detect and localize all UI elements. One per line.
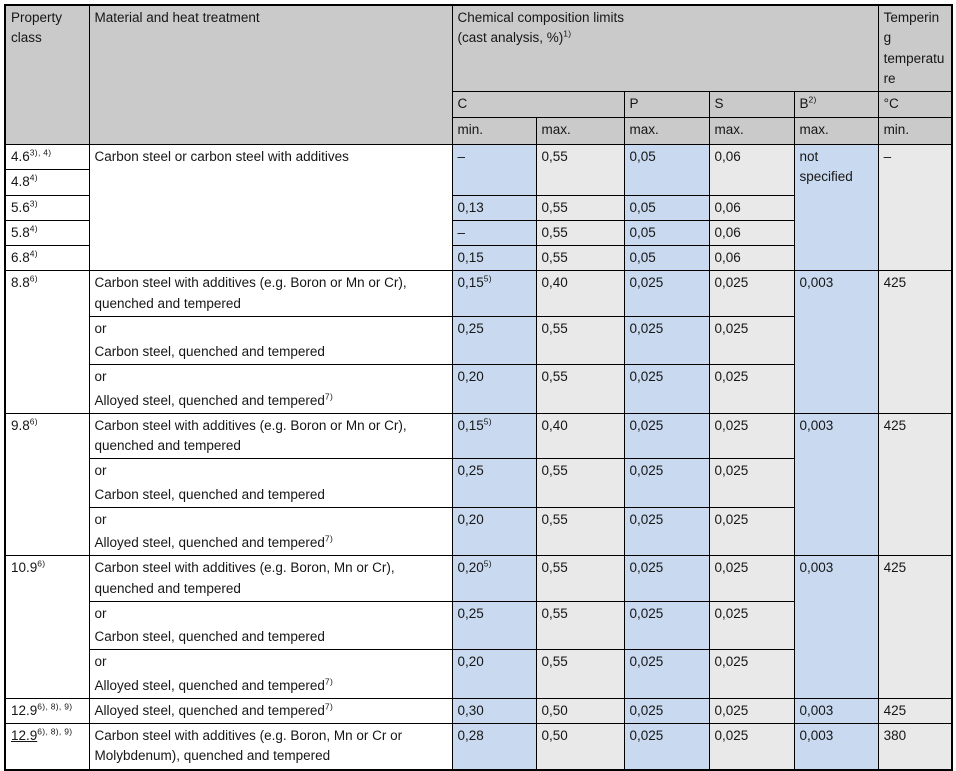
header-property-class: Property class <box>5 5 89 145</box>
b-value: 0,003 <box>799 275 834 291</box>
cell-p <box>624 724 709 770</box>
cell-cmax <box>536 724 624 770</box>
prop-value: 5.6 <box>11 199 30 215</box>
cmin-value: – <box>457 224 466 240</box>
material-value: Alloyed steel, quenched and tempered <box>94 677 325 693</box>
cell-cmax <box>536 413 624 459</box>
cell-s <box>709 507 794 556</box>
p-value: 0,025 <box>629 275 664 291</box>
cmax-value: 0,55 <box>541 511 568 527</box>
s-value: 0,025 <box>714 320 749 336</box>
b-value: 0,003 <box>799 702 834 718</box>
cell-temp <box>878 556 952 699</box>
p-value: 0,025 <box>629 728 664 743</box>
b-value: 0,003 <box>799 417 834 433</box>
cell-cmax <box>536 246 624 271</box>
header-element-s: S <box>709 92 794 118</box>
header-element-b <box>794 92 878 118</box>
s-value: 0,025 <box>714 417 749 433</box>
s-value: 0,025 <box>714 463 749 479</box>
table-row <box>5 145 952 170</box>
cell-s <box>709 698 794 723</box>
cell-cmax <box>536 271 624 317</box>
p-value: 0,05 <box>629 149 656 164</box>
cell-prop <box>5 145 89 170</box>
cmin-value: 0,25 <box>457 605 484 621</box>
cmax-value: 0,50 <box>541 702 568 718</box>
chemical-composition-table <box>4 4 953 771</box>
cell-p <box>624 220 709 245</box>
cell-s <box>709 459 794 508</box>
p-value: 0,025 <box>629 560 664 576</box>
cell-prop <box>5 170 89 195</box>
cell-s <box>709 271 794 317</box>
cmin-value: 0,30 <box>457 702 484 718</box>
cmin-value: 0,20 <box>457 560 484 576</box>
header-c-max: max. <box>536 118 624 145</box>
material-value: Carbon steel with additives (e.g. Boron or Mn or Cr), quenched and tempered <box>94 275 407 311</box>
cell-cmax <box>536 507 624 556</box>
temp-value: – <box>883 149 892 164</box>
cmin-value: 0,25 <box>457 320 484 336</box>
footnote-ref: 6) <box>37 558 46 569</box>
s-value: 0,06 <box>714 224 741 240</box>
cell-cmax <box>536 556 624 602</box>
cell-prop <box>5 220 89 245</box>
s-value: 0,06 <box>714 250 741 265</box>
p-value: 0,025 <box>629 605 664 621</box>
cell-material <box>89 316 452 365</box>
table-body <box>5 145 952 770</box>
material-value: Carbon steel, quenched and tempered <box>94 344 325 359</box>
cell-temp <box>878 271 952 414</box>
cell-s <box>709 650 794 699</box>
material-or-line: or <box>94 320 107 336</box>
cell-cmax <box>536 601 624 650</box>
cell-cmin <box>452 220 536 245</box>
cell-cmax <box>536 195 624 220</box>
cell-p <box>624 413 709 459</box>
footnote-ref: 2) <box>808 94 817 105</box>
cmax-value: 0,55 <box>541 369 568 385</box>
cell-prop <box>5 271 89 414</box>
cell-p <box>624 601 709 650</box>
material-or-line: or <box>94 463 107 479</box>
chemical-composition-line2: (cast analysis, %) <box>457 30 564 46</box>
b-value: not specified <box>799 149 853 185</box>
s-value: 0,025 <box>714 560 749 576</box>
material-value: Carbon steel with additives (e.g. Boron, Mn or Cr), quenched and tempered <box>94 560 395 596</box>
footnote-ref: 6) <box>29 416 38 427</box>
cell-prop <box>5 556 89 699</box>
cmin-value: – <box>457 149 466 164</box>
material-value: Carbon steel with additives (e.g. Boron or Mn or Cr), quenched and tempered <box>94 417 407 453</box>
prop-value: 8.8 <box>11 275 30 291</box>
cell-s <box>709 220 794 245</box>
material-value: Carbon steel with additives (e.g. Boron, Mn or Cr or Molybdenum), quenched and tempered <box>94 728 403 764</box>
cmax-value: 0,50 <box>541 728 568 743</box>
cell-s <box>709 724 794 770</box>
cell-p <box>624 698 709 723</box>
header-p-max: max. <box>624 118 709 145</box>
cell-temp <box>878 145 952 271</box>
cell-cmin <box>452 365 536 414</box>
cell-prop <box>5 195 89 220</box>
temp-value: 425 <box>883 417 907 433</box>
cell-material <box>89 507 452 556</box>
cell-cmin <box>452 195 536 220</box>
cmin-value: 0,20 <box>457 654 484 670</box>
cell-p <box>624 365 709 414</box>
cell-material <box>89 556 452 602</box>
b-value: 0,003 <box>799 728 834 743</box>
cmin-value: 0,20 <box>457 511 484 527</box>
cell-temp <box>878 724 952 770</box>
s-value: 0,025 <box>714 275 749 291</box>
prop-value: 9.8 <box>11 417 30 433</box>
p-value: 0,025 <box>629 369 664 385</box>
temp-value: 425 <box>883 275 907 291</box>
table-row <box>5 556 952 602</box>
cell-cmax <box>536 220 624 245</box>
cell-cmin <box>452 601 536 650</box>
prop-value: 5.8 <box>11 224 30 240</box>
table-row <box>5 698 952 723</box>
cell-p <box>624 145 709 196</box>
s-value: 0,025 <box>714 369 749 385</box>
cell-s <box>709 246 794 271</box>
cell-p <box>624 316 709 365</box>
cell-cmax <box>536 698 624 723</box>
cmax-value: 0,55 <box>541 320 568 336</box>
cmax-value: 0,55 <box>541 560 568 576</box>
cell-s <box>709 316 794 365</box>
b-value: 0,003 <box>799 560 834 576</box>
cell-p <box>624 556 709 602</box>
cell-cmin <box>452 698 536 723</box>
footnote-ref: 6) <box>29 273 38 284</box>
cell-temp <box>878 698 952 723</box>
table-row <box>5 724 952 770</box>
cmax-value: 0,55 <box>541 149 568 164</box>
footnote-ref: 3), 4) <box>29 147 52 158</box>
material-value: Carbon steel or carbon steel with additives <box>94 149 349 164</box>
temp-value: 380 <box>883 728 907 743</box>
footnote-ref: 7) <box>324 391 334 401</box>
cell-material <box>89 698 452 723</box>
footnote-ref: 6), 8), 9) <box>37 726 73 737</box>
cell-material <box>89 413 452 459</box>
p-value: 0,025 <box>629 320 664 336</box>
cell-prop <box>5 413 89 556</box>
cmax-value: 0,55 <box>541 224 568 240</box>
footnote-ref: 5) <box>483 273 492 284</box>
footnote-ref: 7) <box>324 533 334 544</box>
prop-value: 12.9 <box>11 728 38 743</box>
cmin-value: 0,25 <box>457 463 484 479</box>
cell-s <box>709 556 794 602</box>
cell-cmin <box>452 316 536 365</box>
footnote-ref: 6), 8), 9) <box>37 701 73 712</box>
cmax-value: 0,55 <box>541 654 568 670</box>
cell-p <box>624 246 709 271</box>
cell-material <box>89 601 452 650</box>
cell-cmin <box>452 145 536 196</box>
s-value: 0,025 <box>714 702 749 718</box>
p-value: 0,025 <box>629 654 664 670</box>
cmax-value: 0,55 <box>541 199 568 215</box>
cell-p <box>624 271 709 317</box>
cmin-value: 0,15 <box>457 250 484 265</box>
footnote-ref: 3) <box>29 198 38 208</box>
s-value: 0,025 <box>714 728 749 743</box>
prop-value: 12.9 <box>11 702 38 718</box>
cell-b <box>794 698 878 723</box>
temp-value: 425 <box>883 702 907 718</box>
header-material-heat-treatment: Material and heat treatment <box>89 5 452 145</box>
cmax-value: 0,55 <box>541 463 568 479</box>
header-element-p: P <box>624 92 709 118</box>
material-or-line: or <box>94 511 107 527</box>
footnote-ref: 7) <box>324 701 334 712</box>
material-value: Alloyed steel, quenched and tempered <box>94 702 325 718</box>
cell-cmin <box>452 507 536 556</box>
cell-cmin <box>452 459 536 508</box>
cell-b <box>794 413 878 556</box>
chemical-composition-line1: Chemical composition limits <box>457 10 625 25</box>
cell-cmax <box>536 650 624 699</box>
p-value: 0,025 <box>629 511 664 527</box>
cell-material <box>89 271 452 317</box>
cell-prop <box>5 724 89 770</box>
s-value: 0,025 <box>714 654 749 670</box>
header-c-min: min. <box>452 118 536 145</box>
cell-cmax <box>536 459 624 508</box>
cmin-value: 0,13 <box>457 199 484 215</box>
header-celsius: °C <box>878 92 952 118</box>
prop-value: 6.8 <box>11 250 30 265</box>
cmin-value: 0,28 <box>457 728 484 743</box>
header-temp-min: min. <box>878 118 952 145</box>
header-chemical-composition <box>452 5 878 92</box>
footnote-ref: 5) <box>483 416 492 427</box>
cell-material <box>89 145 452 271</box>
cmin-value: 0,20 <box>457 369 484 385</box>
material-value: Carbon steel, quenched and tempered <box>94 486 325 502</box>
footnote-ref: 1) <box>563 28 572 39</box>
cmax-value: 0,40 <box>541 275 568 291</box>
prop-value: 4.8 <box>11 174 30 190</box>
table-row <box>5 271 952 317</box>
p-value: 0,05 <box>629 224 656 240</box>
material-or-line: or <box>94 654 107 670</box>
cell-s <box>709 601 794 650</box>
material-or-line: or <box>94 369 107 385</box>
cell-cmax <box>536 145 624 196</box>
p-value: 0,05 <box>629 250 656 265</box>
p-value: 0,025 <box>629 463 664 479</box>
cell-p <box>624 195 709 220</box>
cell-b <box>794 556 878 699</box>
cell-p <box>624 650 709 699</box>
cell-p <box>624 459 709 508</box>
cell-prop <box>5 246 89 271</box>
p-value: 0,05 <box>629 199 656 215</box>
s-value: 0,025 <box>714 511 749 527</box>
cell-cmin <box>452 413 536 459</box>
header-element-c: C <box>452 92 624 118</box>
cell-s <box>709 145 794 196</box>
cell-material <box>89 650 452 699</box>
cell-temp <box>878 413 952 556</box>
footnote-ref: 4) <box>29 223 38 234</box>
cell-cmin <box>452 246 536 271</box>
s-value: 0,06 <box>714 149 741 164</box>
cell-b <box>794 145 878 271</box>
cell-cmax <box>536 316 624 365</box>
cmax-value: 0,55 <box>541 250 568 265</box>
element-b-label: B <box>799 96 809 111</box>
cell-s <box>709 413 794 459</box>
cell-cmin <box>452 724 536 770</box>
material-value: Carbon steel, quenched and tempered <box>94 629 325 644</box>
footnote-ref: 4) <box>29 172 38 183</box>
prop-value: 4.6 <box>11 149 30 164</box>
p-value: 0,025 <box>629 417 664 433</box>
cmin-value: 0,15 <box>457 275 484 291</box>
header-b-max: max. <box>794 118 878 145</box>
cell-material <box>89 459 452 508</box>
cell-s <box>709 195 794 220</box>
footnote-ref: 7) <box>324 676 334 686</box>
cell-cmax <box>536 365 624 414</box>
footnote-ref: 4) <box>29 248 38 259</box>
cell-cmin <box>452 650 536 699</box>
cmax-value: 0,55 <box>541 605 568 621</box>
cell-cmin <box>452 271 536 317</box>
cell-prop <box>5 698 89 723</box>
cell-b <box>794 724 878 770</box>
cell-material <box>89 724 452 770</box>
s-value: 0,025 <box>714 605 749 621</box>
table-header <box>5 5 952 145</box>
p-value: 0,025 <box>629 702 664 718</box>
material-value: Alloyed steel, quenched and tempered <box>94 535 325 550</box>
table-row <box>5 413 952 459</box>
cell-material <box>89 365 452 414</box>
material-or-line: or <box>94 605 107 621</box>
s-value: 0,06 <box>714 199 741 215</box>
prop-value: 10.9 <box>11 560 38 576</box>
header-s-max: max. <box>709 118 794 145</box>
header-tempering-temperature: Tempering temperature <box>878 5 952 92</box>
footnote-ref: 5) <box>483 558 492 569</box>
cell-s <box>709 365 794 414</box>
temp-value: 425 <box>883 560 907 576</box>
cell-b <box>794 271 878 414</box>
cmin-value: 0,15 <box>457 417 484 433</box>
cmax-value: 0,40 <box>541 417 568 433</box>
cell-cmin <box>452 556 536 602</box>
cell-p <box>624 507 709 556</box>
material-value: Alloyed steel, quenched and tempered <box>94 392 325 408</box>
